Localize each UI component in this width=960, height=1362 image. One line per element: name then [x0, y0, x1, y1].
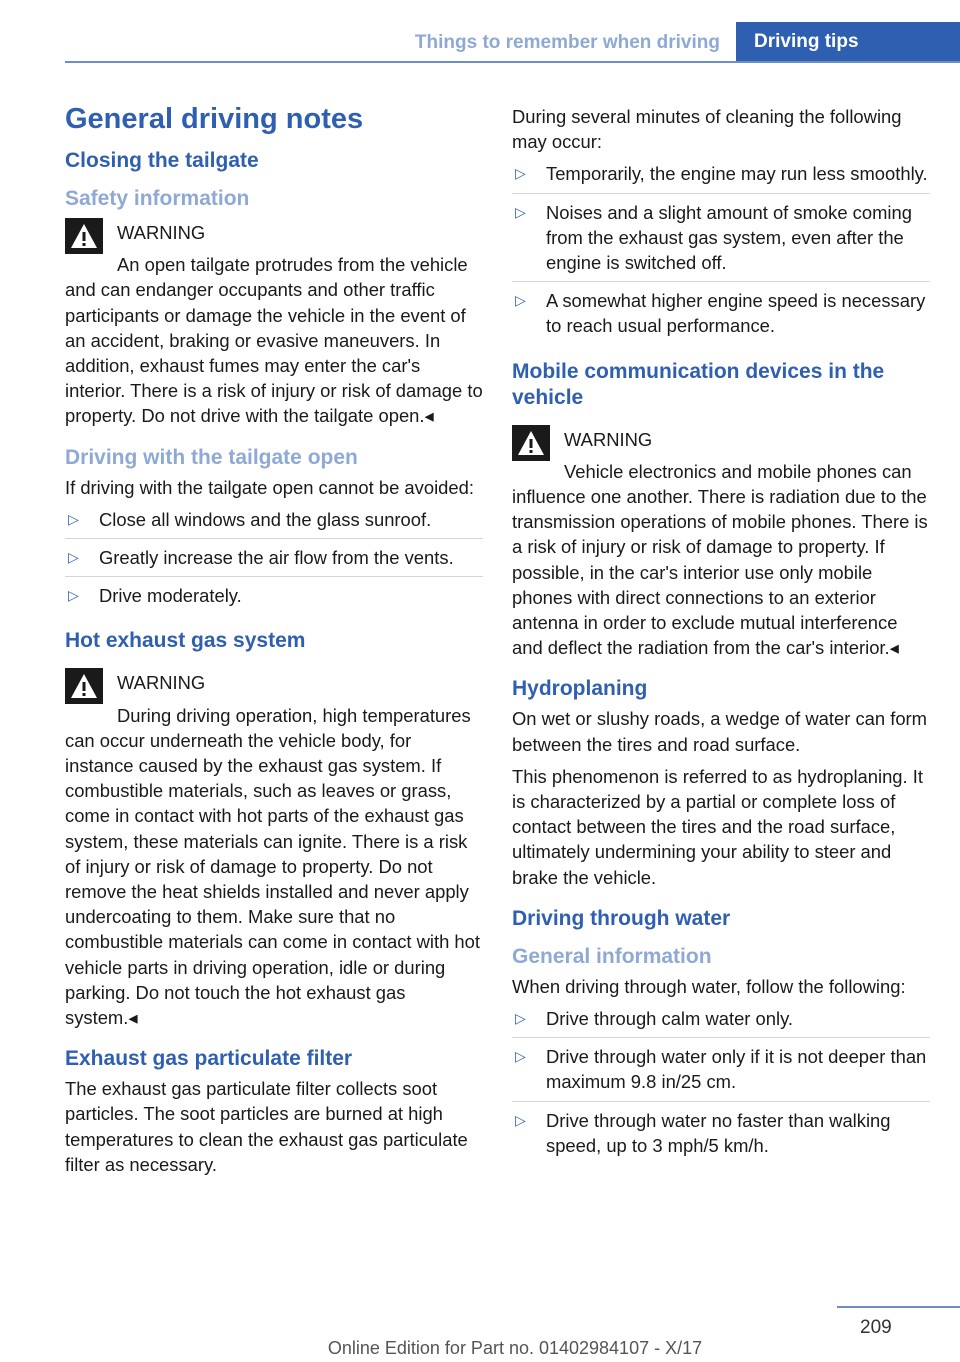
paragraph-hydroplaning-1: On wet or slushy roads, a wedge of water can form between the tires and road surface.: [512, 708, 928, 755]
list-item: ▷ Close all windows and the glass sunroof.: [65, 507, 483, 539]
bullet-arrow-icon: ▷: [515, 165, 526, 182]
header-chapter-label: Driving tips: [754, 31, 859, 52]
warning-label: WARNING: [117, 672, 206, 694]
list-item: ▷ Temporarily, the engine may run less smoothly.: [512, 161, 930, 193]
warning-label: WARNING: [117, 222, 206, 243]
warning-icon: [512, 425, 550, 461]
edition-footer: Online Edition for Part no. 01402984107 - X/17: [327, 1338, 703, 1358]
warning-text: During driving operation, high temperatures can occur underneath the vehicle body, for instance caused by the exhaust gas system. If combustible materials, such as leaves or grass, come in contact with hot parts of the exhaust gas system, these materials can ignite. There is a risk of injury or risk of damage to property. Do not remove the heat shields installed and never apply undercoating to them. Make sure that no combustible materials can come in contact with hot vehicle parts in driving operation, idle or during parking. Do not touch the hot exhaust gas system.◂: [65, 704, 481, 1029]
list-item: ▷ Drive through calm water only.: [512, 1006, 930, 1038]
header-section-title: Things to remember when driving: [414, 32, 720, 53]
bullet-arrow-icon: ▷: [68, 510, 79, 527]
warning-icon: [65, 668, 103, 704]
bullet-arrow-icon: ▷: [515, 1111, 526, 1128]
warning-label: WARNING: [564, 428, 653, 450]
warning-block-mobile: [512, 423, 930, 661]
header-chapter-tab: [736, 22, 960, 63]
list-item: ▷ Drive through water no faster than walking speed, up to 3 mph/5 km/h.: [515, 1109, 891, 1156]
list-item: ▷ Drive moderately.: [65, 583, 483, 614]
page-number: 209: [860, 1317, 892, 1338]
bullet-arrow-icon: ▷: [515, 203, 526, 220]
warning-block-tailgate: [65, 216, 483, 429]
list-item: ▷ Drive through water only if it is not deeper than maximum 9.8 in/25 cm.: [512, 1044, 930, 1101]
heading-mobile-devices: Mobile communication devices in the vehicle: [512, 359, 885, 409]
heading-closing-tailgate: Closing the tailgate: [65, 149, 259, 172]
list-water: [512, 1006, 930, 1164]
header-rule: [65, 61, 960, 63]
list-item: ▷ Noises and a slight amount of smoke coming from the exhaust gas system, even after the engine is switched off.: [512, 200, 930, 283]
heading-safety-information: Safety information: [65, 187, 250, 210]
list-cleaning: [512, 161, 930, 344]
heading-driving-through-water: Driving through water: [512, 906, 731, 930]
heading-hot-exhaust: Hot exhaust gas system: [65, 629, 306, 653]
bullet-arrow-icon: ▷: [515, 292, 526, 309]
bullet-arrow-icon: ▷: [515, 1010, 526, 1027]
right-column: [512, 104, 930, 1174]
bullet-arrow-icon: ▷: [68, 549, 79, 566]
list-tailgate-open: [65, 507, 483, 615]
bullet-arrow-icon: ▷: [68, 587, 79, 604]
paragraph-hydroplaning-2: This phenomenon is referred to as hydroplaning. It is characterized by a partial or complete loss of contact between the tires and the road surface, ultimately undermining your ability to steer and brake the vehicle.: [512, 765, 923, 888]
warning-text: Vehicle electronics and mobile phones can influence one another. There is radiation due to the transmission operations of mobile phones. There is a risk of injury or risk of damage to property. If possible, in the car's interior use only mobile phones with direct connections to an exterior antenna in order to exclude mutual interference and deflect the radiation from the car's interior.◂: [512, 460, 928, 659]
bullet-arrow-icon: ▷: [515, 1048, 526, 1065]
list-item: ▷ Greatly increase the air flow from the vents.: [65, 545, 483, 577]
footer-rule: [837, 1306, 960, 1308]
list-item: ▷ A somewhat higher engine speed is necessary to reach usual performance.: [515, 290, 926, 337]
warning-text: An open tailgate protrudes from the vehicle and can endanger occupants and other traffic participants or damage the vehicle in the event of an accident, braking or evasive maneuvers. In addition, exhaust fumes may enter the car's interior. There is a risk of injury or risk of damage to property. Do not drive with the tailgate open.◂: [65, 254, 483, 427]
warning-icon: [65, 218, 103, 254]
paragraph-particulate-filter: The exhaust gas particulate filter collects soot particles. The soot particles are burned at high temperatures to clean the exhaust gas particulate filter as necessary.: [65, 1078, 468, 1175]
heading-hydroplaning: Hydroplaning: [512, 677, 648, 701]
paragraph-cleaning-intro: During several minutes of cleaning the following may occur:: [512, 106, 902, 153]
warning-block-exhaust: [65, 666, 483, 1030]
heading-driving-tailgate-open: Driving with the tailgate open: [65, 445, 358, 469]
heading-particulate-filter: Exhaust gas particulate filter: [65, 1047, 353, 1071]
left-column: [65, 96, 483, 1184]
paragraph-water-intro: When driving through water, follow the following:: [512, 975, 906, 997]
heading-general-information: General information: [512, 944, 712, 968]
page-title: General driving notes: [65, 103, 364, 135]
paragraph-tailgate-open-intro: If driving with the tailgate open cannot be avoided:: [65, 476, 474, 498]
